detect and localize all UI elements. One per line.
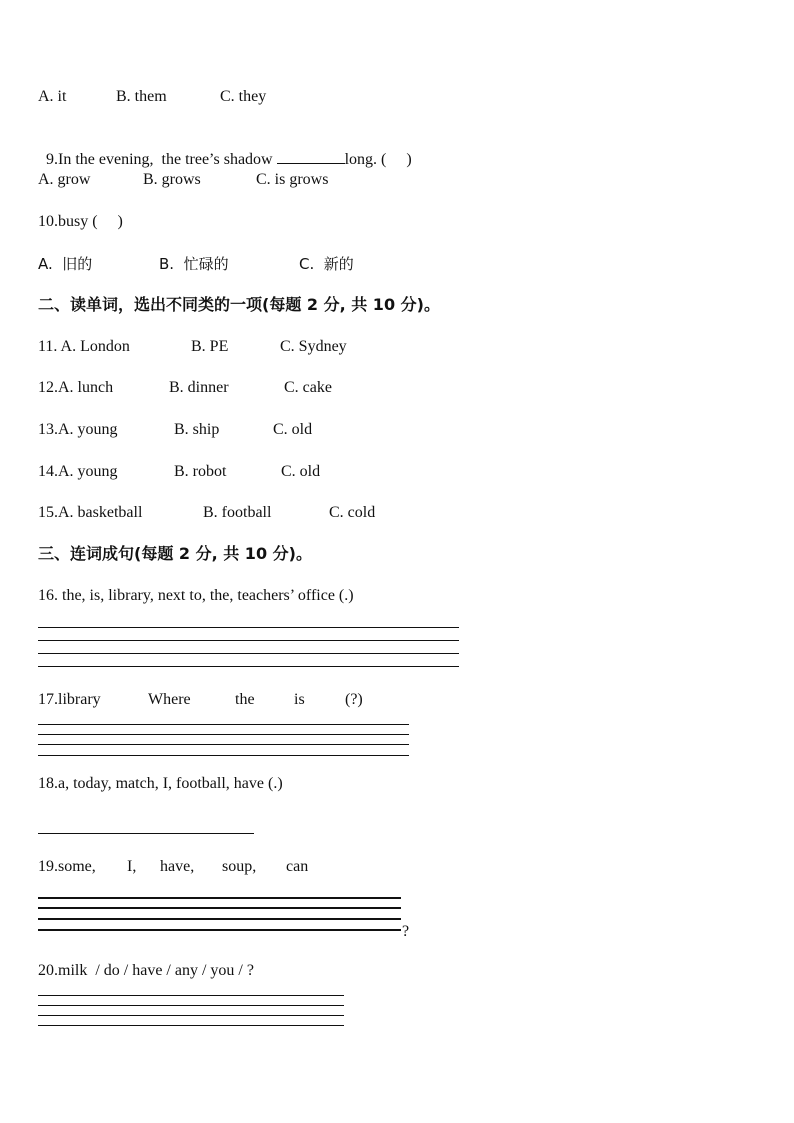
q15-option-a: 15.A. basketball xyxy=(38,504,143,521)
q19-word-5: can xyxy=(286,858,309,875)
q19-word-3: have, xyxy=(160,858,195,875)
answer-line[interactable] xyxy=(38,744,409,745)
answer-line[interactable] xyxy=(38,907,401,909)
q14-option-c: C. old xyxy=(281,463,321,480)
q12-option-a: 12.A. lunch xyxy=(38,379,114,396)
section-3-heading: 三、连词成句(每题 2 分, 共 10 分)。 xyxy=(38,544,312,563)
q19-word-4: soup, xyxy=(222,858,257,875)
answer-line[interactable] xyxy=(38,627,459,628)
question-16: 16. the, is, library, next to, the, teachers’ office (.) xyxy=(38,587,354,604)
q11-option-c: C. Sydney xyxy=(280,338,347,355)
question-18: 18.a, today, match, I, football, have (.) xyxy=(38,775,283,792)
q17-word-4: is xyxy=(294,691,305,708)
q9-option-b: B. grows xyxy=(143,171,201,188)
q14-option-a: 14.A. young xyxy=(38,463,118,480)
q8-option-b: B. them xyxy=(116,88,167,105)
answer-line[interactable] xyxy=(38,929,401,931)
q13-option-a: 13.A. young xyxy=(38,421,118,438)
answer-line[interactable] xyxy=(38,995,344,996)
q11-option-a: 11. A. London xyxy=(38,338,130,355)
question-9-after: long. ( ) xyxy=(344,151,412,168)
answer-line[interactable] xyxy=(38,640,459,641)
q8-option-a: A. it xyxy=(38,88,67,105)
answer-line[interactable] xyxy=(38,1015,344,1016)
answer-line[interactable] xyxy=(38,897,401,899)
q13-option-b: B. ship xyxy=(174,421,220,438)
question-20: 20.milk / do / have / any / you / ? xyxy=(38,962,254,979)
section-2-heading: 二、读单词，选出不同类的一项(每题 2 分, 共 10 分)。 xyxy=(38,295,440,314)
q17-word-2: Where xyxy=(148,691,191,708)
answer-blank[interactable] xyxy=(277,149,345,164)
question-9-before: 9.In the evening, the tree’s shadow xyxy=(46,151,277,168)
q15-option-c: C. cold xyxy=(329,504,376,521)
answer-line[interactable] xyxy=(38,734,409,735)
answer-line[interactable] xyxy=(38,653,459,654)
q8-option-c: C. they xyxy=(220,88,267,105)
answer-line[interactable] xyxy=(38,918,401,920)
q17-word-5: (?) xyxy=(345,691,363,708)
answer-line[interactable] xyxy=(38,724,409,725)
q17-word-1: 17.library xyxy=(38,691,101,708)
q19-word-2: I, xyxy=(127,858,137,875)
q10-option-a: A. 旧的 xyxy=(38,255,93,273)
q14-option-b: B. robot xyxy=(174,463,227,480)
question-9 xyxy=(38,129,412,170)
q10-option-b: B. 忙碌的 xyxy=(159,255,229,273)
question-10: 10.busy ( ) xyxy=(38,213,123,230)
q15-option-b: B. football xyxy=(203,504,272,521)
answer-line[interactable] xyxy=(38,1025,344,1026)
q9-option-a: A. grow xyxy=(38,171,91,188)
q19-word-1: 19.some, xyxy=(38,858,96,875)
answer-line[interactable] xyxy=(38,1005,344,1006)
q17-word-3: the xyxy=(235,691,255,708)
answer-line[interactable] xyxy=(38,666,459,667)
q10-option-c: C. 新的 xyxy=(299,255,354,273)
q12-option-c: C. cake xyxy=(284,379,332,396)
q9-option-c: C. is grows xyxy=(256,171,329,188)
answer-line[interactable] xyxy=(38,755,409,756)
q19-question-mark: ? xyxy=(402,923,410,940)
q13-option-c: C. old xyxy=(273,421,313,438)
answer-line[interactable] xyxy=(38,833,254,834)
q12-option-b: B. dinner xyxy=(169,379,229,396)
q11-option-b: B. PE xyxy=(191,338,229,355)
